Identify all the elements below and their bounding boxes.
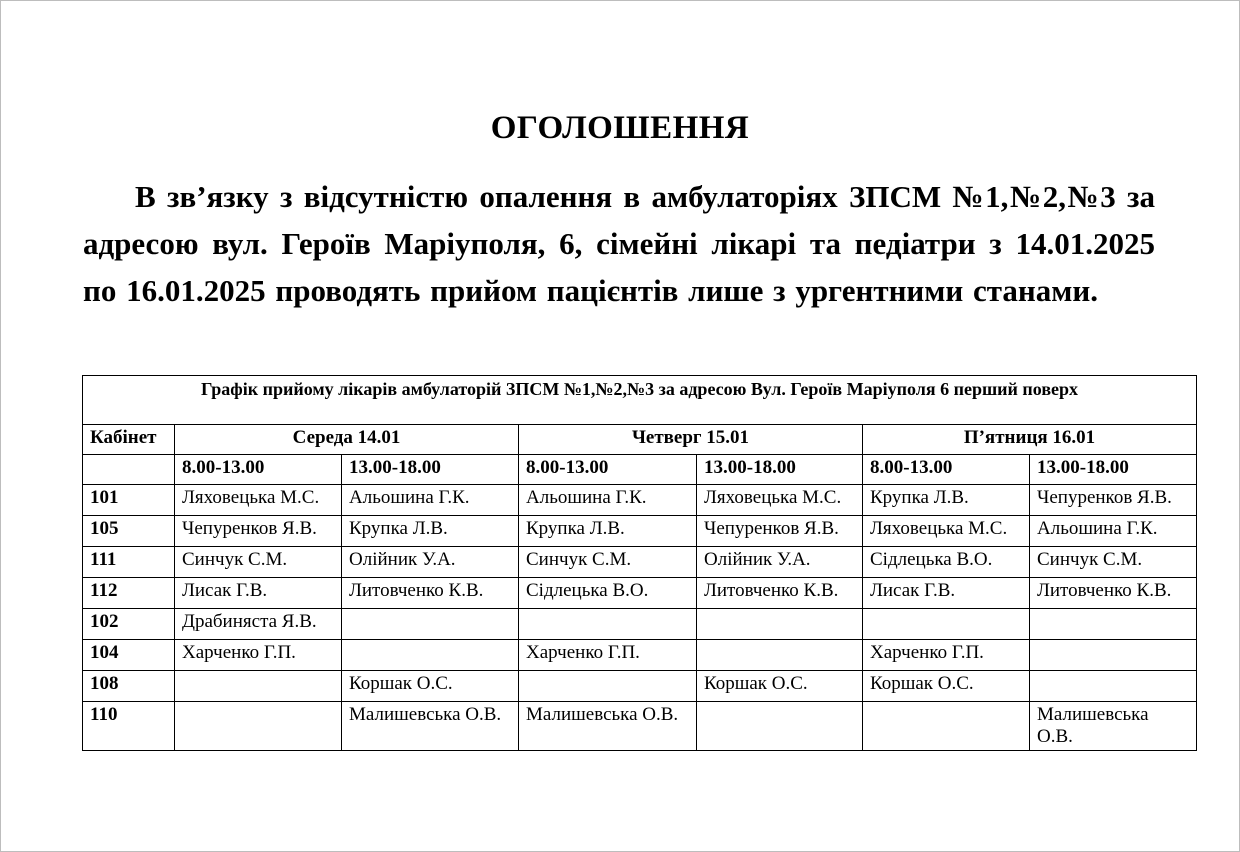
doctor-cell: Коршак О.С. — [863, 671, 1030, 702]
doctor-cell: Олійник У.А. — [342, 547, 519, 578]
doctor-cell: Литовченко К.В. — [697, 578, 863, 609]
doctor-cell: Альошина Г.К. — [519, 485, 697, 516]
doctor-cell: Лисак Г.В. — [175, 578, 342, 609]
table-row — [83, 671, 1197, 702]
doctor-cell: Чепуренков Я.В. — [175, 516, 342, 547]
room-number: 110 — [83, 702, 175, 751]
doctor-cell — [863, 609, 1030, 640]
table-row — [83, 609, 1197, 640]
doctor-cell: Крупка Л.В. — [342, 516, 519, 547]
room-number: 108 — [83, 671, 175, 702]
doctor-cell: Литовченко К.В. — [342, 578, 519, 609]
doctor-cell: Синчук С.М. — [519, 547, 697, 578]
doctor-cell: Сідлецька В.О. — [863, 547, 1030, 578]
doctor-cell: Литовченко К.В. — [1030, 578, 1197, 609]
doctor-cell: Малишевська О.В. — [1030, 702, 1197, 751]
shift-header: 13.00-18.00 — [342, 455, 519, 485]
shift-header: 13.00-18.00 — [697, 455, 863, 485]
table-caption: Графік прийому лікарів амбулаторій ЗПСМ №1,№2,№3 за адресою Вул. Героїв Маріуполя 6 перший поверх — [83, 376, 1197, 425]
room-number: 111 — [83, 547, 175, 578]
shift-header: 8.00-13.00 — [175, 455, 342, 485]
doctor-cell: Синчук С.М. — [1030, 547, 1197, 578]
table-row — [83, 516, 1197, 547]
doctor-cell: Крупка Л.В. — [519, 516, 697, 547]
doctor-cell — [1030, 609, 1197, 640]
doctor-cell: Альошина Г.К. — [342, 485, 519, 516]
doctor-cell — [697, 640, 863, 671]
doctor-cell: Харченко Г.П. — [519, 640, 697, 671]
doctor-cell — [697, 702, 863, 751]
doctor-cell: Харченко Г.П. — [175, 640, 342, 671]
doctor-cell: Синчук С.М. — [175, 547, 342, 578]
doctor-cell: Олійник У.А. — [697, 547, 863, 578]
room-number: 101 — [83, 485, 175, 516]
shift-header: 13.00-18.00 — [1030, 455, 1197, 485]
doctor-cell — [342, 640, 519, 671]
day-header: П’ятниця 16.01 — [863, 425, 1197, 455]
doctor-cell — [519, 671, 697, 702]
doctor-cell: Крупка Л.В. — [863, 485, 1030, 516]
doctor-cell — [175, 702, 342, 751]
room-number: 104 — [83, 640, 175, 671]
doctor-cell — [342, 609, 519, 640]
doctor-cell: Драбиняста Я.В. — [175, 609, 342, 640]
doctor-cell: Ляховецька М.С. — [697, 485, 863, 516]
room-number: 102 — [83, 609, 175, 640]
doctor-cell — [175, 671, 342, 702]
doctor-cell — [697, 609, 863, 640]
table-row — [83, 640, 1197, 671]
doctor-cell: Харченко Г.П. — [863, 640, 1030, 671]
room-header: Кабінет — [83, 425, 175, 455]
announcement-text: В зв’язку з відсутністю опалення в амбулаторіях ЗПСМ №1,№2,№3 за адресою вул. Героїв Маріуполя, 6, сімейні лікарі та педіатри з 14.01.2025 по 16.01.2025 проводять прийом пацієнтів лише з ургентними станами. — [83, 179, 1155, 308]
doctor-cell: Сідлецька В.О. — [519, 578, 697, 609]
table-row — [83, 702, 1197, 751]
table-row — [83, 547, 1197, 578]
day-header: Середа 14.01 — [175, 425, 519, 455]
doctor-cell — [1030, 640, 1197, 671]
doctor-cell — [1030, 671, 1197, 702]
empty-cell — [83, 455, 175, 485]
table-row — [83, 485, 1197, 516]
schedule-table — [82, 375, 1197, 751]
shift-header: 8.00-13.00 — [519, 455, 697, 485]
doctor-cell: Альошина Г.К. — [1030, 516, 1197, 547]
doctor-cell — [519, 609, 697, 640]
table-row — [83, 578, 1197, 609]
doctor-cell: Лисак Г.В. — [863, 578, 1030, 609]
room-number: 112 — [83, 578, 175, 609]
shift-header: 8.00-13.00 — [863, 455, 1030, 485]
doctor-cell: Малишевська О.В. — [519, 702, 697, 751]
doctor-cell: Чепуренков Я.В. — [697, 516, 863, 547]
doctor-cell: Коршак О.С. — [697, 671, 863, 702]
day-header: Четверг 15.01 — [519, 425, 863, 455]
doctor-cell: Коршак О.С. — [342, 671, 519, 702]
doctor-cell: Ляховецька М.С. — [175, 485, 342, 516]
doctor-cell — [863, 702, 1030, 751]
page-title: ОГОЛОШЕННЯ — [490, 110, 750, 146]
doctor-cell: Чепуренков Я.В. — [1030, 485, 1197, 516]
room-number: 105 — [83, 516, 175, 547]
doctor-cell: Малишевська О.В. — [342, 702, 519, 751]
doctor-cell: Ляховецька М.С. — [863, 516, 1030, 547]
